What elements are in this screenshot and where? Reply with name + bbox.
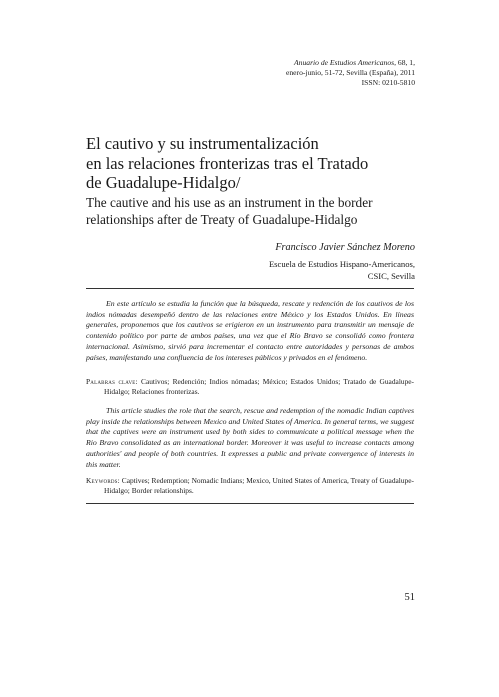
divider-top xyxy=(86,288,414,289)
title-es-line: El cautivo y su instrumentalización xyxy=(86,134,319,153)
keywords-es-label: Palabras clave: xyxy=(86,377,138,386)
title-en-line: relationships after de Treaty of Guadalupe-Hidalgo xyxy=(86,211,358,227)
keywords-en-text: Captives; Redemption; Nomadic Indians; Mexico, United States of America, Treaty of Guadalupe-Hidalgo; Border relationships. xyxy=(104,476,414,496)
page-number: 51 xyxy=(404,592,415,603)
abstract-spanish: En este artículo se estudia la función que la búsqueda, rescate y redención de los cautivos de los indios nómadas desempeñó dentro de las relaciones entre México y los Estados Unidos. En líneas generales, proponemos que los cautivos se erigieron en un instrumento para transmitir un mensaje de contenido político por parte de ambos países, una vez que el Río Bravo se consolidó como frontera internacional. Asimismo, sirvió para incrementar el contacto entre autoridades y personas de ambos países, manifestando una confluencia de los intereses públicos y privados en el fenómeno. xyxy=(86,299,414,362)
divider-bottom xyxy=(86,503,414,504)
author-name: Francisco Javier Sánchez Moreno xyxy=(275,242,415,253)
title-es-line: de Guadalupe-Hidalgo/ xyxy=(86,173,241,192)
author-affiliation xyxy=(165,259,415,282)
keywords-en-label: Keywords: xyxy=(86,476,120,485)
journal-name-line xyxy=(195,58,415,68)
title-es-line: en las relaciones fronterizas tras el Tratado xyxy=(86,153,369,173)
journal-citation xyxy=(195,58,415,88)
keywords-english xyxy=(86,476,414,496)
abstract-english: This article studies the role that the search, rescue and redemption of the nomadic Indian captives play inside the relationships between Mexico and United States of America. In general terms, we suggest that the captives were an instrument used by both sides to communicate a political message when the Rio Bravo consolidated as an international border. Moreover it was useful to increase contacts among authorities' and people of both countries. It expresses a public and private convergence of interests in this matter. xyxy=(86,406,414,469)
article-title-spanish xyxy=(86,134,416,193)
journal-volume: , 68, 1, xyxy=(394,58,415,67)
journal-name: Anuario de Estudios Americanos xyxy=(294,58,395,67)
title-en-line: The cautive and his use as an instrument in the border xyxy=(86,195,373,210)
keywords-es-text: Cautivos; Redención; Indios nómadas; México; Estados Unidos; Tratado de Guadalupe-Hidalgo; Relaciones fronterizas. xyxy=(104,377,415,397)
article-title-english xyxy=(86,195,416,228)
journal-issn: ISSN: 0210-5810 xyxy=(361,78,415,87)
journal-issue: enero-junio, 51-72, Sevilla (España), 2011 xyxy=(286,68,415,77)
keywords-spanish xyxy=(86,377,414,397)
affiliation-line: CSIC, Sevilla xyxy=(367,270,415,281)
affiliation-line: Escuela de Estudios Hispano-Americanos, xyxy=(268,259,415,269)
